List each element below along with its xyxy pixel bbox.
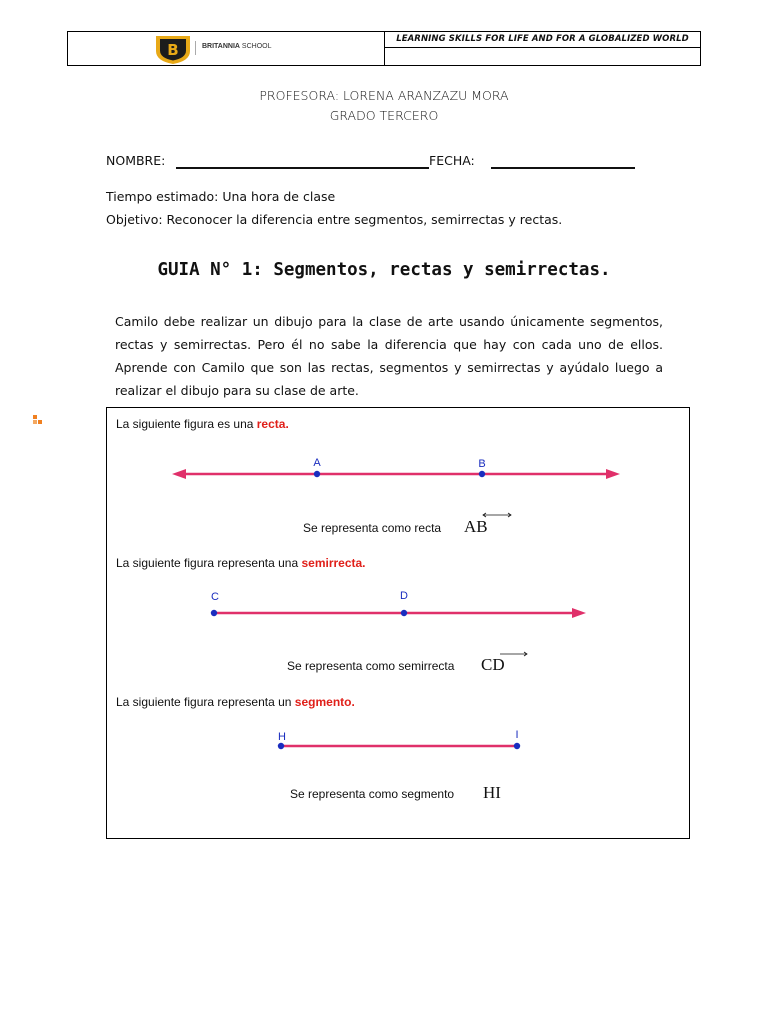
semirrecta-symbol: CD [481, 655, 505, 674]
recta-caption: La siguiente figura es una recta. [116, 417, 289, 431]
point-d-label: D [400, 590, 408, 602]
school-name: BRITANNIA SCHOOL [202, 43, 272, 50]
line-figure [166, 452, 626, 484]
date-label: FECHA: [429, 153, 475, 168]
point-h [278, 743, 284, 749]
teacher-line: PROFESORA: LORENA ARANZAZU MORA [259, 88, 509, 103]
point-i-label: I [515, 729, 519, 741]
segmento-caption: La siguiente figura representa un segmento. [116, 695, 355, 709]
school-motto: LEARNING SKILLS FOR LIFE AND FOR A GLOBALIZED WORLD [385, 32, 700, 48]
point-i [514, 743, 520, 749]
intro-line: realizar el dibujo para su clase de arte. [115, 383, 359, 398]
arrow-right-icon [572, 608, 586, 618]
header-table [67, 31, 701, 66]
ray-figure [200, 585, 592, 621]
arrow-left-icon [172, 469, 186, 479]
ray-arrow-icon [499, 650, 529, 658]
point-a-label: A [313, 457, 321, 469]
arrow-right-icon [606, 469, 620, 479]
intro-paragraph [115, 310, 663, 402]
segment-figure [268, 726, 530, 756]
date-field[interactable] [491, 167, 635, 169]
recta-symbol: AB [464, 517, 488, 536]
recta-representation: Se representa como recta [303, 521, 442, 535]
point-h-label: H [278, 731, 286, 743]
point-b [479, 471, 485, 477]
point-a [314, 471, 320, 477]
grade-line: GRADO TERCERO [329, 108, 439, 123]
semirrecta-caption: La siguiente figura representa una semirrecta. [116, 556, 366, 570]
point-b-label: B [478, 458, 486, 470]
name-field[interactable] [176, 167, 429, 169]
intro-line: rectas y semirrectas. Pero él no sabe la diferencia que hay con cada uno de ellos. [115, 337, 663, 352]
logo-letter: B [167, 41, 179, 59]
segmento-symbol: HI [483, 783, 501, 802]
segmento-representation: Se representa como segmento [290, 787, 455, 801]
intro-line: Aprende con Camilo que son las rectas, segmentos y semirrectas y ayúdalo luego a [115, 360, 663, 375]
logo-separator [195, 41, 196, 55]
page-title: GUIA N° 1: Segmentos, rectas y semirrectas. [157, 260, 611, 280]
school-logo [155, 35, 191, 64]
point-c [211, 610, 217, 616]
semirrecta-representation: Se representa como semirrecta [287, 659, 455, 673]
point-d [401, 610, 407, 616]
intro-line: Camilo debe realizar un dibujo para la clase de arte usando únicamente segmentos, [115, 314, 663, 329]
name-label: NOMBRE: [106, 153, 166, 168]
estimated-time: Tiempo estimado: Una hora de clase [106, 189, 336, 204]
objective: Objetivo: Reconocer la diferencia entre segmentos, semirrectas y rectas. [106, 212, 563, 227]
orange-bullet-icon [33, 410, 43, 429]
header-logo-cell [68, 32, 385, 65]
point-c-label: C [211, 591, 219, 603]
double-arrow-icon [481, 511, 513, 519]
